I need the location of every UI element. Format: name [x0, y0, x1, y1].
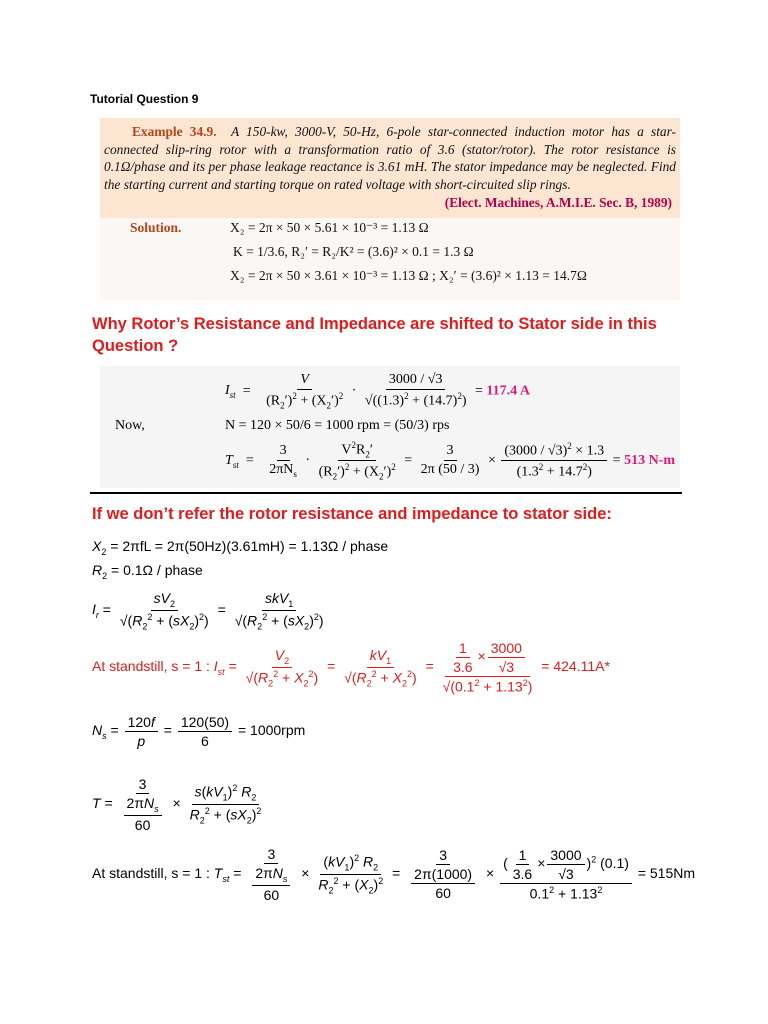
divider-rule	[90, 492, 682, 494]
ir-equation: $I_r$ = $\frac{sV_2}{√(R_2^2 + (sX_2)^2)}$ = $\frac{skV_1}{√(R_2^2 + (sX_2)^2)}$	[92, 590, 324, 632]
r2-equation: $R_2 = 0.1\Omega$ / phase	[92, 562, 203, 581]
heading-no-refer: If we don’t refer the rotor resistance and impedance to stator side:	[92, 505, 612, 523]
standstill-prefix-2: At standstill, s = 1 :	[92, 865, 210, 882]
tst-standstill-equation: At standstill, s = 1 : $T_{st}$ = $\frac{3}{\frac{2\pi N_s}{60}}$ × $\frac{(kV_1)^2 R_2}{R_2^2 + (X_2)^2}$ = $\frac{3}{\frac{2\pi(1000)}{60}}$ × ( $\frac{1}{3.6}$ × $\frac{3000}{√3}$ )$^2$ (0.1) $0.1^2 + 1.13^2$ = 515Nm	[92, 846, 696, 903]
ist-result: 117.4 A	[486, 383, 530, 399]
ns-line: N = 120 × 50/6 = 1000 rpm = (50/3) rps	[225, 418, 450, 433]
tst-result: 513 N-m	[624, 453, 675, 469]
r2-value: = 0.1Ω / phase	[111, 562, 203, 578]
now-label: Now,	[115, 418, 145, 433]
solution-label: Solution.	[130, 220, 182, 235]
example-text: A 150-kw, 3000-V, 50-Hz, 6-pole star-connected induction motor has a star-connected slip-ring rotor with a transformation ratio of 3.6 (stator/rotor). The rotor resistance is 0.1Ω/phase and its per phase leakage reactance is 3.61 mH. The stator impedance may be neglected. Find the starting current and starting torque on rated voltage with short-circuited slip rings.	[104, 124, 677, 192]
x2-equation: $X_2 = 2\pi fL = 2\pi(50Hz)(3.61mH) = 1.13\Omega$ / phase	[92, 538, 389, 557]
torque-equation: T = $\frac{3}{\frac{2\pi N_s}{60}}$ × $\frac{s(kV_1)^2 R_2}{R_2^2 + (sX_2)^2}$	[92, 776, 262, 833]
example-source: (Elect. Machines, A.M.I.E. Sec. B, 1989)	[444, 195, 672, 210]
solution-line-2: K = 1/3.6, R₂′ = R₂/K² = (3.6)² × 0.1 = 1.3 Ω	[233, 244, 474, 259]
question-heading: Why Rotor’s Resistance and Impedance are shifted to Stator side in this Question ?	[92, 315, 657, 355]
example-label: Example 34.9.	[132, 124, 217, 139]
solution-line-3: X₂ = 2π × 50 × 3.61 × 10⁻³ = 1.13 Ω ; X₂′ = (3.6)² × 1.13 = 14.7Ω	[230, 268, 587, 283]
solution-line-1: X₂ = 2π × 50 × 5.61 × 10⁻³ = 1.13 Ω	[230, 220, 429, 235]
standstill-prefix-1: At standstill, s = 1 :	[92, 658, 210, 675]
ns-equation: $N_s$ = $\frac{120f}{p}$ = $\frac{120(50)}{6}$ = 1000rpm	[92, 714, 306, 749]
example-box	[100, 118, 680, 218]
tst-equation: $T_{st}$ = $\frac{3}{2\pi N_s}$ · $\frac{V^2R_2'}{(R_2')^2 + (X_2')^2}$ = $\frac{3}{2\pi (50 / 3)}$ × $\frac{(3000 / √3)^2 \times 1.3}{(1.3^2 + 14.7^2)}$ = 513 N-m	[225, 440, 675, 482]
tst-standstill-value: = 515Nm	[637, 865, 696, 882]
ist-standstill-equation: At standstill, s = 1 : $I_{st}$ = $\frac{V_2}{√(R_2^2 + X_2^2)}$ = $\frac{kV_1}{√(R_2^2 + X_2^2)}$ = $\frac{1}{3.6}$ × $\frac{3000}{√3}$ $√(0.1^2 + 1.13^2)$ = 424.11A*	[92, 640, 610, 695]
ist-standstill-value: = 424.11A*	[541, 658, 610, 675]
x2-value: = 2πfL = 2π(50Hz)(3.61mH) = 1.13Ω / phase	[110, 538, 389, 554]
ns-value: = 1000rpm	[237, 722, 306, 739]
tutorial-title: Tutorial Question 9	[90, 92, 199, 106]
ist-equation: $I_{st}$ = $\frac{V}{(R_2')^2 + (X_2')^2}$ · $\frac{3000 / √3}{√((1.3)^2 + (14.7)^2)}$ = 117.4 A	[225, 372, 530, 411]
